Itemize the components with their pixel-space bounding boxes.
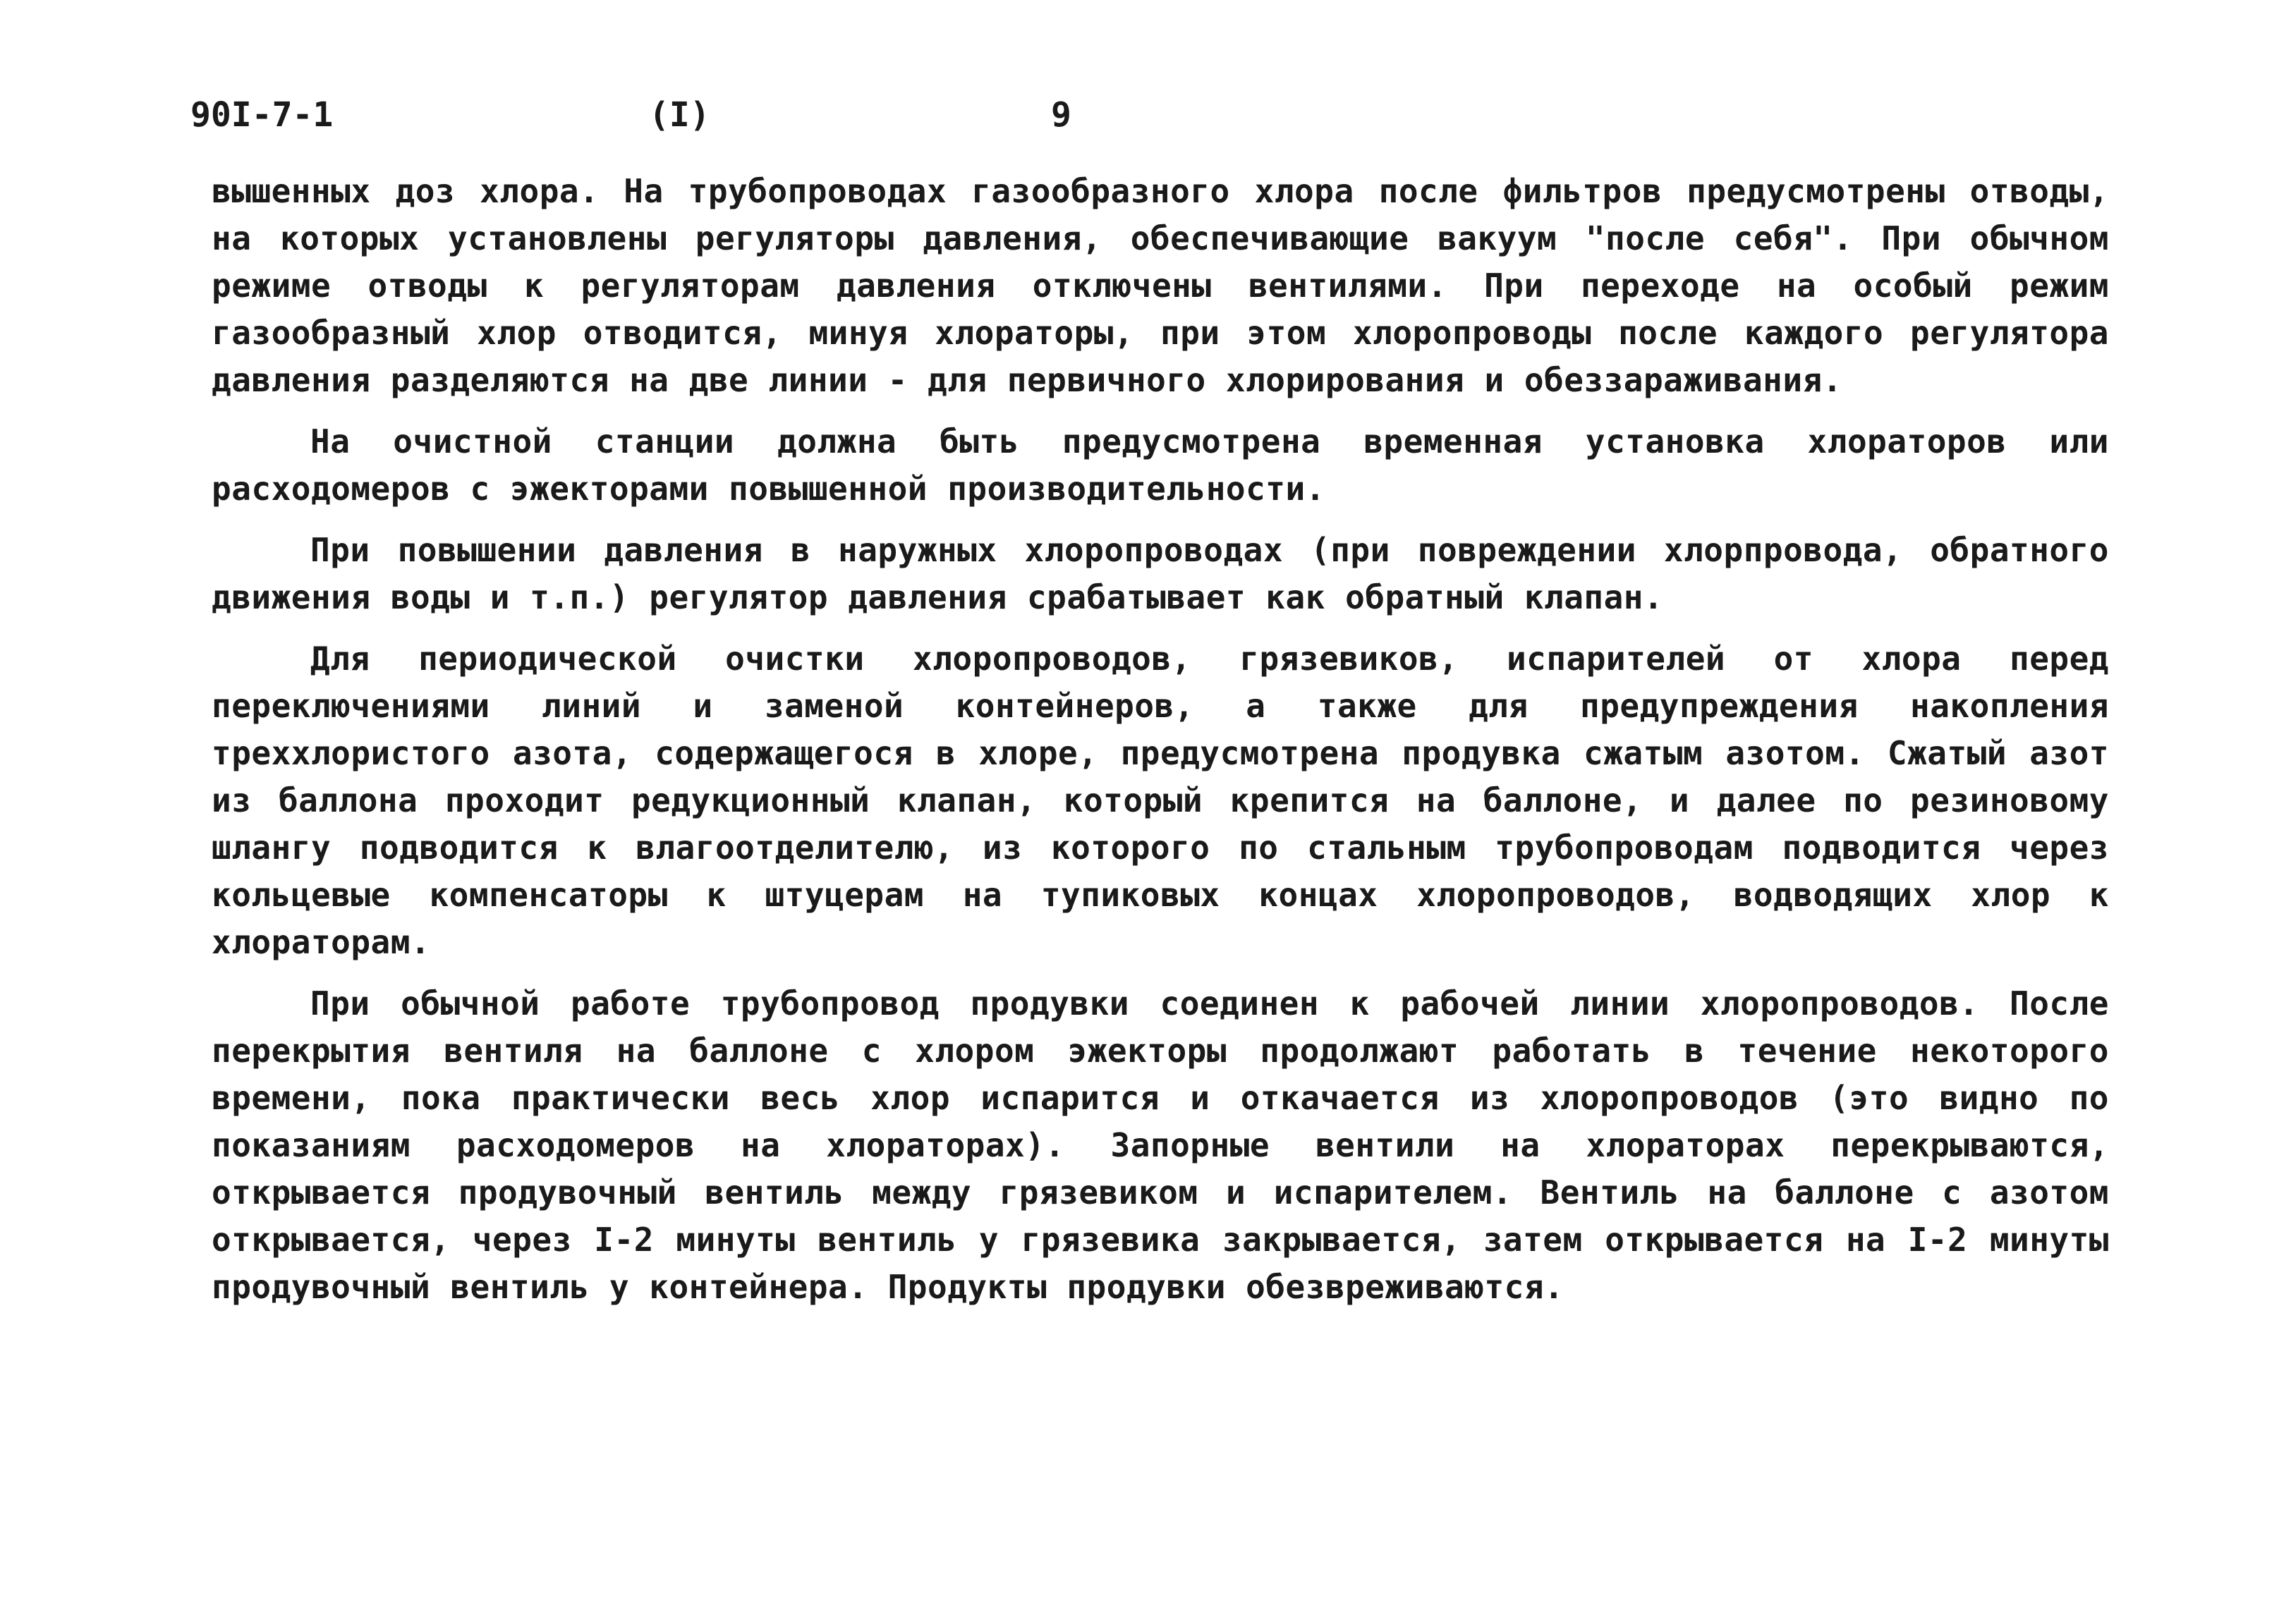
document-code: 90I-7-1	[190, 95, 334, 135]
paragraph: При обычной работе трубопровод продувки соединен к рабочей линии хлоропроводов. После перекрытия вентиля на баллоне с хлором эжекторы продолжают работать в течение некоторого времени, пока практически весь хлор испарится и откачается из хлоропроводов (это видно по показаниям расходомеров на хлораторах). Запорные вентили на хлораторах перекрываются, открывается продувочный вентиль между грязевиком и испарителем. Вентиль на баллоне с азотом открывается, через I-2 минуты вентиль у грязевика закрывается, затем открывается на I-2 минуты продувочный вентиль у контейнера. Продукты продувки обезвреживаются.	[212, 984, 2109, 1306]
paragraph: вышенных доз хлора. На трубопроводах газообразного хлора после фильтров предусмотрены отводы, на которых установлены регуляторы давления, обеспечивающие вакуум "после себя". При обычном режиме отводы к регуляторам давления отключены вентилями. При переходе на особый режим газообразный хлор отводится, минуя хлораторы, при этом хлоропроводы после каждого регулятора давления разделяются на две линии - для первичного хлорирования и обеззараживания.	[212, 172, 2109, 399]
document-body	[212, 168, 2109, 1325]
paragraph: При повышении давления в наружных хлоропроводах (при повреждении хлорпровода, обратного движения воды и т.п.) регулятор давления срабатывает как обратный клапан.	[212, 531, 2109, 616]
page-number: 9	[1051, 95, 1071, 135]
paragraph: На очистной станции должна быть предусмотрена временная установка хлораторов или расходомеров с эжекторами повышенной производительности.	[212, 422, 2109, 508]
sheet-label: (I)	[649, 95, 710, 135]
paragraph: Для периодической очистки хлоропроводов, грязевиков, испарителей от хлора перед переключениями линий и заменой контейнеров, а также для предупреждения накопления треххлористого азота, содержащегося в хлоре, предусмотрена продувка сжатым азотом. Сжатый азот из баллона проходит редукционный клапан, который крепится на баллоне, и далее по резиновому шлангу подводится к влагоотделителю, из которого по стальным трубопроводам подводится через кольцевые компенсаторы к штуцерам на тупиковых концах хлоропроводов, водводящих хлор к хлораторам.	[212, 640, 2109, 961]
